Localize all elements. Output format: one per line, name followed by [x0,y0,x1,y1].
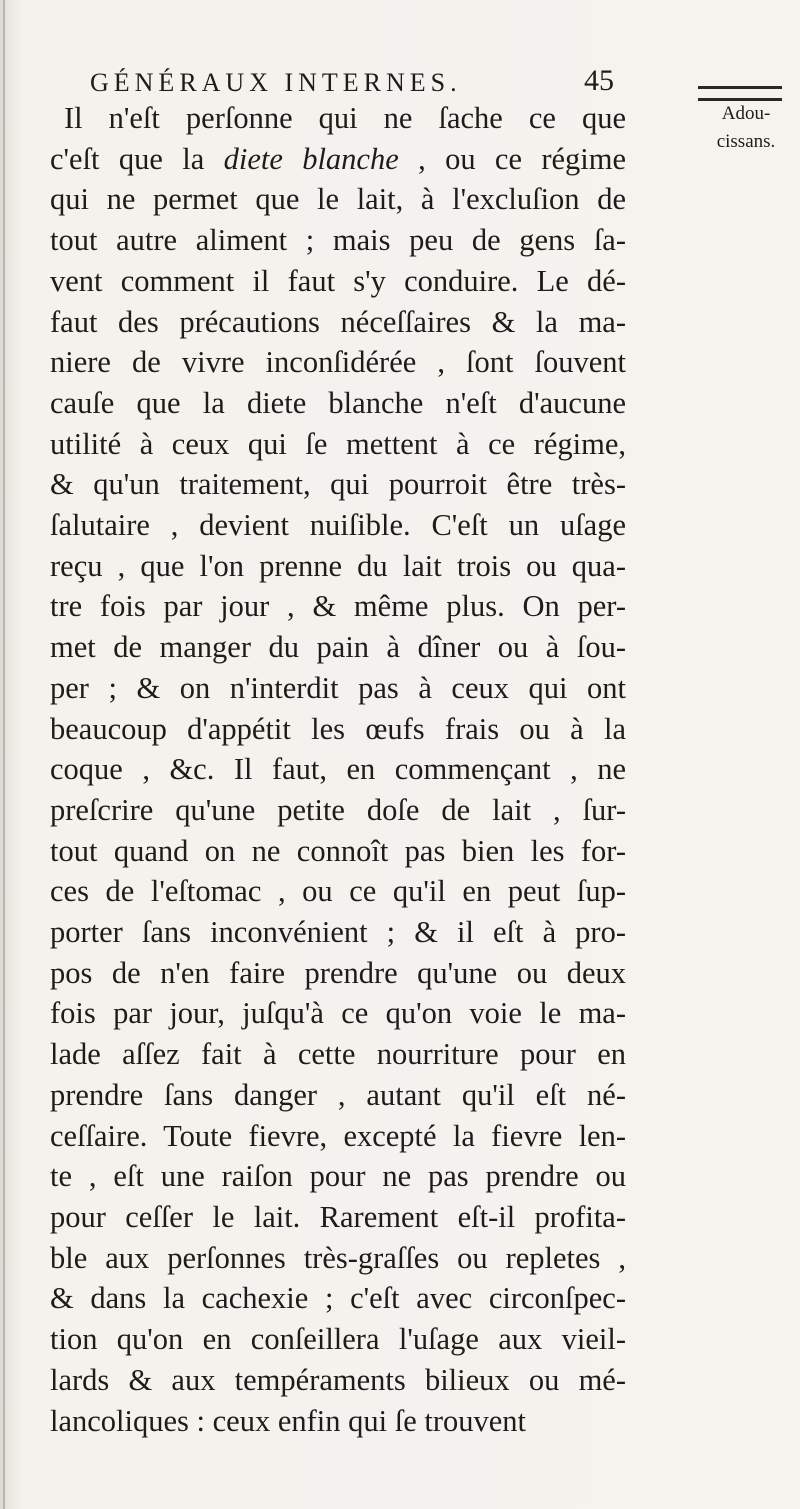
text-line: tion qu'on en conſeillera l'uſage aux vieil- [50,1322,626,1357]
text-line: per ; & on n'interdit pas à ceux qui ont [50,670,626,705]
margin-double-rule [698,86,782,101]
page-number: 45 [584,64,614,97]
text-line: & dans la cachexie ; c'eſt avec circonſpec- [50,1281,626,1316]
text-line: pour ceſſer le lait. Rarement eſt-il profita- [50,1199,626,1234]
text-line: cauſe que la diete blanche n'eſt d'aucune [50,385,626,420]
text-line: preſcrire qu'une petite doſe de lait , ſur- [50,792,626,827]
text-line: ble aux perſonnes très-graſſes ou repletes , [50,1240,626,1275]
text-line: fois par jour, juſqu'à ce qu'on voie le ma- [50,996,626,1031]
text-line: beaucoup d'appétit les œufs frais ou à la [50,711,626,746]
text-line: ſalutaire , devient nuiſible. C'eſt un uſage [50,508,626,543]
text-line: porter ſans inconvénient ; & il eſt à pro- [50,915,626,950]
text-line: Il n'eſt perſonne qui ne ſache ce que [64,101,626,135]
text-line: met de manger du pain à dîner ou à ſou- [50,630,626,665]
margin-note-line: cissans. [716,131,776,152]
text-line: te , eſt une raiſon pour ne pas prendre ou [50,1159,626,1194]
text-line: ces de l'eſtomac , ou ce qu'il en peut ſup- [50,874,626,909]
text-line: tre fois par jour , & même plus. On per- [50,589,626,624]
text-line: qui ne permet que le lait, à l'excluſion de [50,182,626,217]
text-line: ceſſaire. Toute fievre, excepté la fievre len- [50,1118,626,1153]
text-line: tout quand on ne connoît pas bien les for- [50,833,626,868]
text-line: tout autre aliment ; mais peu de gens ſa- [50,223,626,258]
text-line: utilité à ceux qui ſe mettent à ce régime, [50,426,626,461]
text-line: pos de n'en faire prendre qu'une ou deux [50,955,626,990]
text-line: lards & aux tempéraments bilieux ou mé- [50,1362,626,1397]
text-line: c'eſt que la diete blanche , ou ce régime [50,141,626,176]
text-line: & qu'un traitement, qui pourroit être très- [50,467,626,502]
text-line: coque , &c. Il faut, en commençant , ne [50,752,626,787]
text-line: reçu , que l'on prenne du lait trois ou qua- [50,548,626,583]
text-line: vent comment il faut s'y conduire. Le dé- [50,263,626,298]
text-line: lancoliques : ceux enfin qui ſe trouvent [50,1403,526,1438]
running-title: GÉNÉRAUX INTERNES. [90,68,462,97]
text-line: niere de vivre inconſidérée , ſont ſouvent [50,345,626,380]
text-line: prendre ſans danger , autant qu'il eſt né- [50,1077,626,1112]
body-paragraph [50,98,626,1441]
text-line: lade aſſez fait à cette nourriture pour en [50,1037,626,1072]
text-line: faut des précautions néceſſaires & la ma- [50,304,626,339]
margin-note-line: Adou- [721,103,771,124]
page-gutter-edge [3,0,5,1509]
italic-term: diete blanche [223,141,399,176]
margin-note [698,100,794,156]
